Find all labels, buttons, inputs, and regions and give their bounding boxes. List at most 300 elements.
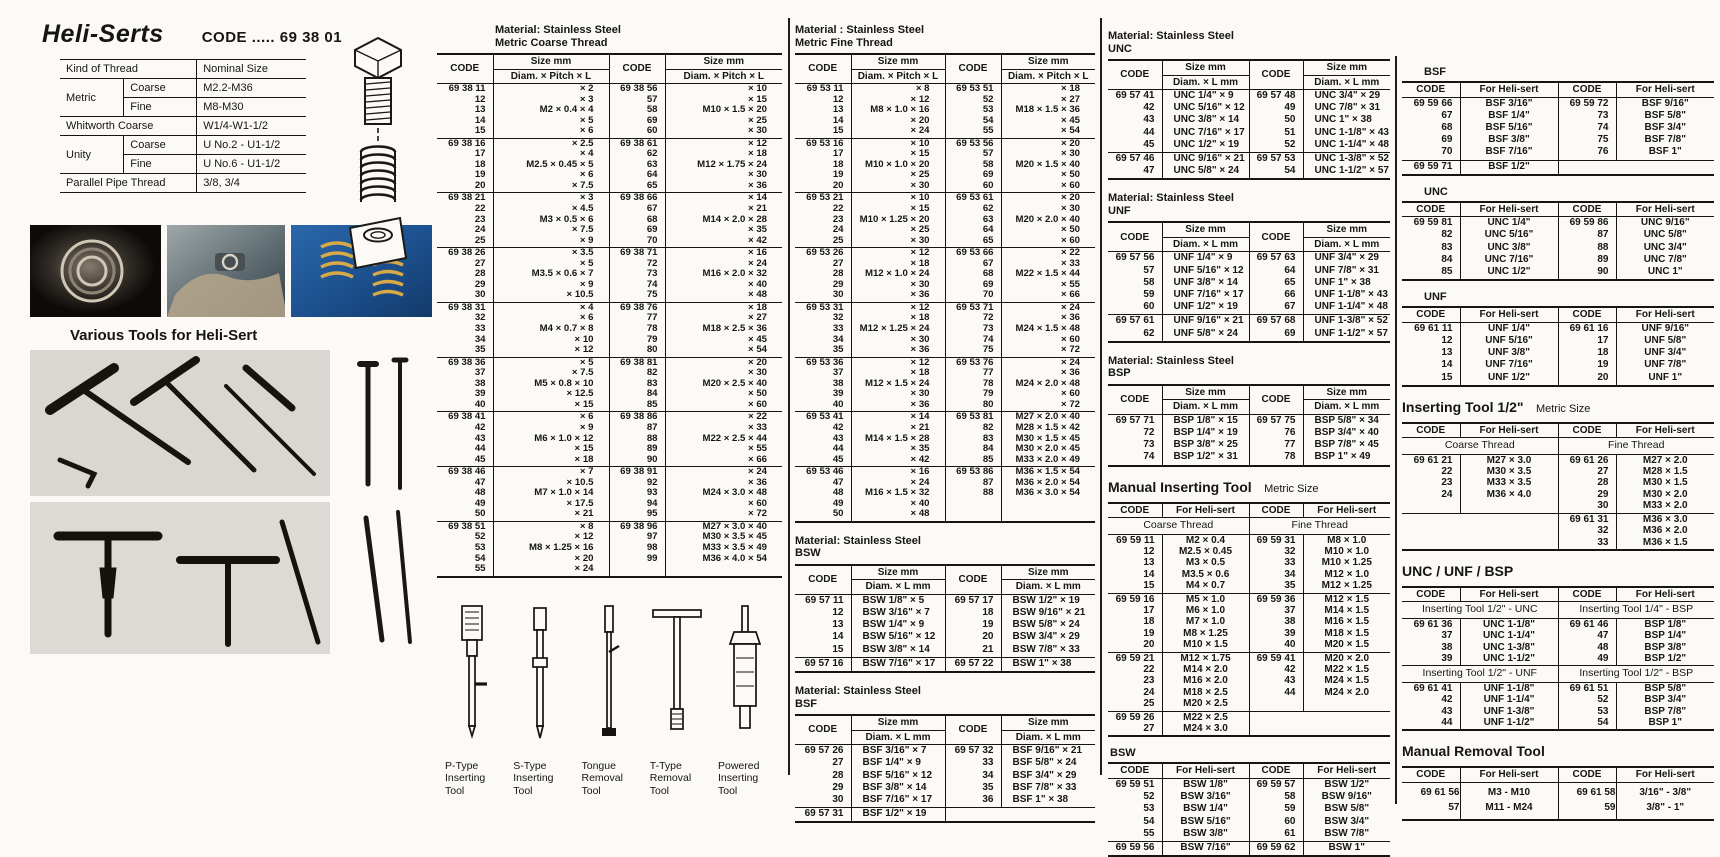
size-header: For Heli-sert [1162,763,1249,778]
code-cell: 69 53 71 72 73 74 75 [945,302,1001,357]
size-cell: × 4 × 6 M4 × 0.7 × 8 × 10 × 12 [493,302,609,357]
code-cell [1558,160,1616,175]
powered-inserting-tool-drawing [714,600,776,750]
bolt-coil-diagram [342,28,414,276]
code-cell: 69 61 21 22 23 24 [1402,454,1460,513]
code-header: CODE [1402,587,1460,602]
code-cell: 69 61 56 57 [1402,782,1460,820]
size-cell: UNC 1/4" UNC 5/16" UNC 3/8" UNC 7/16" UNC 1/2" [1460,217,1558,281]
size-subheader: Diam. × L mm [1303,400,1390,415]
code-cell: 69 57 31 [795,808,851,823]
code-header: CODE [795,565,851,595]
size-cell: M2 × 0.4 M2.5 × 0.45 M3 × 0.5 M3.5 × 0.6 M4 × 0.7 [1162,534,1249,593]
tool-photo-row-1 [30,350,432,496]
size-cell: × 18 × 27 M18 × 1.5 × 36 × 45 × 54 [1001,84,1095,139]
table-bsw [795,564,1095,673]
size-cell: M3 - M10 M11 - M24 [1460,782,1558,820]
size-header: Size mm [1303,60,1390,75]
code-cell: 69 59 86 87 88 89 90 [1558,217,1616,281]
code-cell: 69 57 17 18 19 20 21 [945,594,1001,657]
size-cell: × 22 × 33 M22 × 2.5 × 44 × 55 × 66 [665,412,782,467]
code-cell: 69 57 53 54 [1249,153,1303,180]
size-cell: BSW 7/16" [1162,841,1249,856]
code-cell: 69 57 26 27 28 29 30 [795,745,851,808]
tool-label: Powered Inserting Tool [718,759,760,797]
spec-label: Fine [124,155,197,174]
thread-type-subheader: Fine Thread [1558,438,1714,454]
size-header: Size mm [1162,222,1249,237]
size-cell: UNC 9/16" × 21 UNC 5/8" × 24 [1162,153,1249,180]
code-cell: 69 59 81 82 83 84 85 [1402,217,1460,281]
size-subheader: Diam. × Pitch × L [493,69,609,84]
spec-value: 3/8, 3/4 [197,174,306,193]
code-header: CODE [1558,202,1616,217]
size-cell: BSF 1/2" [1460,160,1558,175]
tongue-removal-tool-drawing [578,600,640,750]
table-manual_metric [1108,502,1390,738]
size-header: For Heli-sert [1460,587,1558,602]
tool-photo-row-2 [30,502,432,654]
code-cell: 69 38 21 22 23 24 25 [437,193,493,248]
code-cell: 69 53 56 57 58 69 60 [945,138,1001,193]
size-header: For Heli-sert [1616,767,1714,782]
code-cell: 69 57 11 12 13 14 15 [795,594,851,657]
powered-inserting-tool-figure [714,600,778,798]
table-removal [1402,766,1714,821]
section-subtitle: Metric Size [1535,402,1591,415]
size-header: Size mm [1001,715,1095,730]
size-cell: BSW 1" × 38 [1001,657,1095,672]
thread-type-subheader: Inserting Tool 1/2" - BSP [1558,666,1714,682]
code-cell: 69 61 46 47 48 49 [1558,618,1616,666]
code-cell: 69 38 66 67 68 69 70 [609,193,665,248]
spec-label: Fine [124,98,197,117]
code-cell: 69 38 46 47 48 49 50 [437,467,493,522]
size-cell: BSP 1/8" BSP 1/4" BSP 3/8" BSP 1/2" [1616,618,1714,666]
tool-label: P-Type Inserting Tool [445,759,486,797]
code-header: CODE [609,54,665,84]
tool-label: S-Type Inserting Tool [513,759,554,797]
unc-unf-bsp-column [1108,30,1390,857]
code-cell: 69 59 62 [1249,841,1303,856]
table-t5_unc [1402,201,1714,282]
size-cell: UNF 1/4" × 9 UNF 5/16" × 12 UNF 3/8" × 14 UNF 7/16" × 17 UNF 1/2" × 19 [1162,252,1249,315]
size-header: Size mm [851,565,945,580]
size-cell: M36 × 3.0 M36 × 2.0 M36 × 1.5 [1616,513,1714,550]
photo-tools-2b [338,502,432,654]
size-cell: BSW 1/2" × 19 BSW 9/16" × 21 BSW 5/8" × 24 BSW 3/4" × 29 BSW 7/8" × 33 [1001,594,1095,657]
spec-value: M8-M30 [197,98,306,117]
size-subheader: Diam. × L mm [1303,237,1390,252]
code-cell: 69 53 11 12 13 14 15 [795,84,851,139]
size-header: For Heli-sert [1460,307,1558,322]
tongue-removal-tool-figure [578,600,642,798]
size-cell: UNF 9/16" UNF 5/8" UNF 3/4" UNF 7/8" UNF 1" [1616,322,1714,386]
size-cell: M5 × 1.0 M6 × 1.0 M7 × 1.0 M8 × 1.25 M10 × 1.5 [1162,593,1249,652]
thread-type-subheader: Coarse Thread [1402,438,1558,454]
table-unf [1108,221,1390,342]
size-cell: M27 × 2.0 M28 × 1.5 M30 × 1.5 M30 × 2.0 M33 × 2.0 [1616,454,1714,513]
size-header: For Heli-sert [1303,503,1390,518]
size-cell: × 12 × 18 M12 × 1.25 × 24 × 30 × 36 [851,302,945,357]
size-cell: BSF 3/16" BSF 1/4" BSF 5/16" BSF 3/8" BSF 7/16" [1460,97,1558,160]
material-label [1108,192,1390,217]
size-cell: M36 × 1.5 × 54 M36 × 2.0 × 54 M36 × 3.0 × 54 [1001,467,1095,522]
thread-type-subheader: Inserting Tool 1/2" - UNC [1402,602,1558,618]
code-cell: 69 38 51 52 53 54 55 [437,521,493,576]
code-cell: 69 38 56 57 58 69 60 [609,84,665,139]
code-cell: 69 53 61 62 63 64 65 [945,193,1001,248]
code-cell: 69 61 36 37 38 39 [1402,618,1460,666]
code-cell: 69 53 86 87 88 [945,467,1001,522]
size-cell: × 16 × 24 M16 × 1.5 × 32 × 40 × 48 [851,467,945,522]
code-header: CODE [795,54,851,84]
t-type-removal-tool-drawing [646,600,708,750]
size-cell: M27 × 3.0 × 40 M30 × 3.5 × 45 M33 × 3.5 × 49 M36 × 4.0 × 54 [665,521,782,576]
photo-tools-2 [30,502,330,654]
code-cell: 69 61 11 12 13 14 15 [1402,322,1460,386]
table-manual_bsw [1108,762,1390,857]
code-cell: 69 61 58 59 [1558,782,1616,820]
size-subheader: Diam. × L mm [1162,237,1249,252]
code-cell [1402,513,1460,550]
size-cell: × 3 × 4.5 M3 × 0.5 × 6 × 7.5 × 9 [493,193,609,248]
code-cell: 69 61 16 17 18 19 20 [1558,322,1616,386]
code-header: CODE [1558,587,1616,602]
size-header: Size mm [1001,54,1095,69]
size-cell: × 16 × 24 M16 × 2.0 × 32 × 40 × 48 [665,248,782,303]
material-label [437,24,782,49]
size-cell: UNC 9/16" UNC 5/8" UNC 3/4" UNC 7/8" UNC 1" [1616,217,1714,281]
code-header: CODE [1249,385,1303,415]
size-subheader: Diam. × L mm [1162,75,1249,90]
spec-value: U No.6 - U1-1/2 [197,155,306,174]
size-header: Size mm [851,715,945,730]
tools-caption: Various Tools for Heli-Sert [70,327,258,344]
size-cell: BSW 1/8" BSW 3/16" BSW 1/4" BSW 5/16" BSW 3/8" [1162,778,1249,841]
size-cell [1460,513,1558,550]
thread-line: UNF [1108,204,1131,217]
metric-coarse-column [437,24,782,797]
table-metric_coarse [437,53,782,578]
unc-label: UNC [1424,185,1448,198]
code-cell: 69 53 76 77 78 79 80 [945,357,1001,412]
code-header: CODE [1108,222,1162,252]
code-cell: 69 59 11 12 13 14 15 [1108,534,1162,593]
tools-codes-column [1402,56,1714,821]
thread-line: BSW [795,547,821,560]
size-cell: 3/16" - 3/8" 3/8" - 1" [1616,782,1714,820]
size-cell [1001,808,1095,823]
size-cell: UNF 9/16" × 21 UNF 5/8" × 24 [1162,315,1249,342]
code-cell: 69 57 68 69 [1249,315,1303,342]
code-header: CODE [945,54,1001,84]
code-cell: 69 53 21 22 23 24 25 [795,193,851,248]
size-cell: × 14 × 21 M14 × 1.5 × 28 × 35 × 42 [851,412,945,467]
code-header: CODE [1558,767,1616,782]
size-cell: UNF 1-1/8" UNF 1-1/4" UNF 1-3/8" UNF 1-1/2" [1460,682,1558,730]
material-line: Material: Stainless Steel [495,24,621,36]
size-cell: BSF 3/16" × 7 BSF 1/4" × 9 BSF 5/16" × 12 BSF 3/8" × 14 BSF 7/16" × 17 [851,745,945,808]
size-cell: × 10 × 15 M10 × 1.0 × 20 × 25 × 30 [851,138,945,193]
size-cell: BSP 1/8" × 15 BSP 1/4" × 19 BSP 3/8" × 25 BSP 1/2" × 31 [1162,414,1249,465]
code-header: CODE [1558,423,1616,438]
size-cell: × 5 × 7.5 M5 × 0.8 × 10 × 12.5 × 15 [493,357,609,412]
size-header: For Heli-sert [1460,202,1558,217]
code-cell: 69 38 11 12 13 14 15 [437,84,493,139]
code-header: CODE [1249,503,1303,518]
section-title: Inserting Tool 1/2" [1402,398,1524,415]
code-cell: 69 59 21 22 23 24 25 [1108,652,1162,711]
code-cell: 69 38 91 92 93 94 95 [609,467,665,522]
code-cell: 69 59 36 37 38 39 40 [1249,593,1303,652]
column-divider [1100,18,1102,775]
s-type-inserting-tool-figure [509,600,573,798]
size-subheader: Diam. × L mm [1303,75,1390,90]
code-cell: 69 38 81 82 83 84 85 [609,357,665,412]
size-cell: M12 × 1.5 M14 × 1.5 M16 × 1.5 M18 × 1.5 M20 × 1.5 [1303,593,1390,652]
size-header: For Heli-sert [1616,307,1714,322]
material-line: Material: Stainless Steel [1108,30,1234,42]
spec-label: Parallel Pipe Thread [60,174,197,193]
size-header: For Heli-sert [1616,202,1714,217]
table-bsp [1108,384,1390,467]
main-code: CODE ..... 69 38 01 [201,29,343,46]
size-header: For Heli-sert [1616,423,1714,438]
column-divider [1395,56,1397,804]
code-cell: 69 53 81 82 83 84 85 [945,412,1001,467]
code-cell: 69 59 57 58 59 60 61 [1249,778,1303,841]
size-cell: × 3.5 × 5 M3.5 × 0.6 × 7 × 9 × 10.5 [493,248,609,303]
photo-tools-1 [30,350,330,496]
code-cell: 69 53 51 52 53 54 55 [945,84,1001,139]
size-header: Size mm [1001,565,1095,580]
code-cell: 69 57 46 47 [1108,153,1162,180]
thread-line: Metric Fine Thread [795,36,893,49]
size-cell: × 8 × 12 M8 × 1.0 × 16 × 20 × 24 [851,84,945,139]
bsw-label: BSW [1110,747,1136,760]
size-cell: BSP 5/8" × 34 BSP 3/4" × 40 BSP 7/8" × 45 BSP 1" × 49 [1303,414,1390,465]
code-cell: 69 53 46 47 48 49 50 [795,467,851,522]
section-title: Manual Removal Tool [1402,743,1545,760]
code-cell: 69 59 51 52 53 54 55 [1108,778,1162,841]
table-unc [1108,59,1390,180]
size-subheader: Diam. × L mm [851,580,945,595]
spec-label: Coarse [124,136,197,155]
spec-value: M2.2-M36 [197,79,306,98]
code-header: CODE [1402,423,1460,438]
code-cell: 69 57 61 62 [1108,315,1162,342]
size-cell: × 20 × 30 M20 × 1.5 × 40 × 50 × 60 [1001,138,1095,193]
inserting-tool-half-heading [1402,399,1714,417]
size-cell: × 18 × 27 M18 × 2.5 × 36 × 45 × 54 [665,302,782,357]
size-cell: UNC 1-1/8" UNC 1-1/4" UNC 1-3/8" UNC 1-1/2" [1460,618,1558,666]
p-type-inserting-tool-figure [441,600,505,798]
size-subheader: Diam. × L mm [1001,580,1095,595]
code-header: CODE [1249,60,1303,90]
code-header: CODE [1108,503,1162,518]
code-header: CODE [1402,202,1460,217]
table-unc_unf_bsp [1402,586,1714,732]
size-cell: BSW 7/16" × 17 [851,657,945,672]
code-cell: 69 53 36 37 38 39 40 [795,357,851,412]
table-bsf [795,714,1095,823]
t-type-removal-tool-figure [646,600,710,798]
section-title: Manual Inserting Tool [1108,478,1252,495]
code-header: CODE [1108,60,1162,90]
code-header: CODE [945,565,1001,595]
material-line: Material: Stainless Steel [795,685,921,698]
section-title: UNC / UNF / BSP [1402,562,1514,579]
code-cell: 69 53 16 17 18 19 20 [795,138,851,193]
code-cell: 69 38 86 87 88 89 90 [609,412,665,467]
manual-removal-tool-heading [1402,743,1714,761]
size-subheader: Diam. × L mm [1162,400,1249,415]
size-header: For Heli-sert [1162,503,1249,518]
table-metric_fine [795,53,1095,523]
size-header: For Heli-sert [1460,423,1558,438]
material-line: Material: Stainless Steel [1108,354,1234,367]
section-subtitle: Metric Size [1264,482,1319,495]
size-cell: × 24 × 36 M24 × 3.0 × 48 × 60 × 72 [665,467,782,522]
photo-insert-coil [30,225,161,317]
size-header: Size mm [1162,385,1249,400]
code-cell: 69 57 22 [945,657,1001,672]
column-divider [788,18,790,775]
thread-line: BSF [795,697,817,710]
size-cell: BSF 9/16" BSF 5/8" BSF 3/4" BSF 7/8" BSF 1" [1616,97,1714,160]
size-cell: UNF 3/4" × 29 UNF 7/8" × 31 UNF 1" × 38 UNF 1-1/8" × 43 UNF 1-1/4" × 48 [1303,252,1390,315]
code-cell: 69 38 96 97 98 99 [609,521,665,576]
code-cell: 69 59 31 32 33 34 35 [1249,534,1303,593]
size-cell: BSW 1/2" BSW 9/16" BSW 5/8" BSW 3/4" BSW 7/8" [1303,778,1390,841]
code-cell: 69 59 16 17 18 19 20 [1108,593,1162,652]
size-header: For Heli-sert [1460,82,1558,97]
size-cell: × 12 × 18 M12 × 1.0 × 24 × 30 × 36 [851,248,945,303]
code-cell: 69 59 66 67 68 69 70 [1402,97,1460,160]
size-header: Size mm [1303,222,1390,237]
size-subheader: Diam. × Pitch × L [665,69,782,84]
unf-label: UNF [1424,291,1447,304]
code-cell: 69 59 72 73 74 75 76 [1558,97,1616,160]
size-cell: UNF 1-3/8" × 52 UNF 1-1/2" × 57 [1303,315,1390,342]
code-cell: 69 61 26 27 28 29 30 [1558,454,1616,513]
size-cell: × 10 × 15 M10 × 1.25 × 20 × 25 × 30 [851,193,945,248]
code-header: CODE [1108,385,1162,415]
code-cell: 69 38 26 27 28 29 30 [437,248,493,303]
size-header: For Heli-sert [1616,587,1714,602]
size-cell: × 7 × 10.5 M7 × 1.0 × 14 × 17.5 × 21 [493,467,609,522]
size-header: Size mm [1162,60,1249,75]
size-cell: × 12 × 18 M12 × 1.75 × 24 × 30 × 36 [665,138,782,193]
code-cell: 69 57 75 76 77 78 [1249,414,1303,465]
code-cell: 69 57 41 42 43 44 45 [1108,90,1162,153]
size-cell: M12 × 1.75 M14 × 2.0 M16 × 2.0 M18 × 2.5 M20 × 2.5 [1162,652,1249,711]
code-cell: 69 38 61 62 63 64 65 [609,138,665,193]
code-cell: 69 38 41 42 43 44 45 [437,412,493,467]
code-cell: 69 38 36 37 38 39 40 [437,357,493,412]
size-cell: × 20 × 30 M20 × 2.0 × 40 × 50 × 60 [1001,193,1095,248]
code-cell: 69 38 31 32 33 34 35 [437,302,493,357]
tool-label: Tongue Removal Tool [581,759,623,797]
spec-label: Whitworth Coarse [60,117,197,136]
size-header: Size mm [493,54,609,69]
thread-type-subheader: Coarse Thread [1108,518,1249,534]
size-subheader: Diam. × L mm [851,730,945,745]
code-header: CODE [945,715,1001,745]
size-cell: M20 × 2.0 M22 × 1.5 M24 × 1.5 M24 × 2.0 [1303,652,1390,711]
code-cell: 69 57 16 [795,657,851,672]
code-header: CODE [1249,222,1303,252]
p-type-inserting-tool-drawing [441,600,503,750]
size-cell: UNC 3/4" × 29 UNC 7/8" × 31 UNC 1" × 38 UNC 1-1/8" × 43 UNC 1-1/4" × 48 [1303,90,1390,153]
size-header: Size mm [851,54,945,69]
size-cell: × 14 × 21 M14 × 2.0 × 28 × 35 × 42 [665,193,782,248]
intro-column [30,20,432,654]
code-cell: 69 38 76 77 78 79 80 [609,302,665,357]
code-header: CODE [1402,307,1460,322]
size-header: Size mm [1303,385,1390,400]
size-cell: BSW 1/8" × 5 BSW 3/16" × 7 BSW 1/4" × 9 BSW 5/16" × 12 BSW 3/8" × 14 [851,594,945,657]
code-header: CODE [1108,763,1162,778]
code-cell: 69 59 56 [1108,841,1162,856]
code-cell: 69 59 71 [1402,160,1460,175]
size-cell: M8 × 1.0 M10 × 1.0 M10 × 1.25 M12 × 1.0 M12 × 1.25 [1303,534,1390,593]
size-cell [1303,711,1390,736]
code-cell: 69 53 31 32 33 34 35 [795,302,851,357]
code-cell: 69 57 48 49 50 51 52 [1249,90,1303,153]
size-cell: BSP 5/8" BSP 3/4" BSP 7/8" BSP 1" [1616,682,1714,730]
size-cell: × 6 × 9 M6 × 1.0 × 12 × 15 × 18 [493,412,609,467]
table-t5_unf [1402,306,1714,387]
size-cell: × 24 × 36 M24 × 2.0 × 48 × 60 × 72 [1001,357,1095,412]
code-cell: 69 61 31 32 33 [1558,513,1616,550]
size-header: For Heli-sert [1616,82,1714,97]
material-line: Material : Stainless Steel [795,24,924,36]
thread-spec-table [60,59,306,193]
material-line: Material: Stainless Steel [1108,192,1234,205]
code-cell: 69 61 41 42 43 44 [1402,682,1460,730]
page-title: Heli-Serts [42,20,164,48]
code-cell: 69 57 71 72 73 74 [1108,414,1162,465]
spec-value: W1/4-W1-1/2 [197,117,306,136]
size-subheader: Diam. × L mm [1001,730,1095,745]
tool-drawings-row [441,600,778,798]
material-line: Material: Stainless Steel [795,534,921,547]
code-cell [945,808,1001,823]
material-label [1108,30,1390,55]
size-cell: M27 × 3.0 M30 × 3.5 M33 × 3.5 M36 × 4.0 [1460,454,1558,513]
code-cell [1249,711,1303,736]
code-cell: 69 38 16 17 18 19 20 [437,138,493,193]
code-cell: 69 38 71 72 73 74 75 [609,248,665,303]
code-cell: 69 57 32 33 34 35 36 [945,745,1001,808]
size-cell: UNC 1/4" × 9 UNC 5/16" × 12 UNC 3/8" × 14 UNC 7/16" × 17 UNC 1/2" × 19 [1162,90,1249,153]
spec-value: U No.2 - U1-1/2 [197,136,306,155]
size-header: For Heli-sert [1303,763,1390,778]
table-insert_half [1402,422,1714,551]
size-header: For Heli-sert [1460,767,1558,782]
size-cell: UNF 1/4" UNF 5/16" UNF 3/8" UNF 7/16" UNF 1/2" [1460,322,1558,386]
code-cell: 69 53 66 67 68 69 70 [945,248,1001,303]
thread-type-subheader: Fine Thread [1249,518,1390,534]
thread-line: UNC [1108,42,1132,55]
code-header: CODE [437,54,493,84]
size-cell: M27 × 2.0 × 40 M28 × 1.5 × 42 M30 × 1.5 × 45 M30 × 2.0 × 45 M33 × 2.0 × 49 [1001,412,1095,467]
size-cell: BSF 1/2" × 19 [851,808,945,823]
material-label [795,24,1095,49]
spec-header-kind: Kind of Thread [60,60,197,79]
